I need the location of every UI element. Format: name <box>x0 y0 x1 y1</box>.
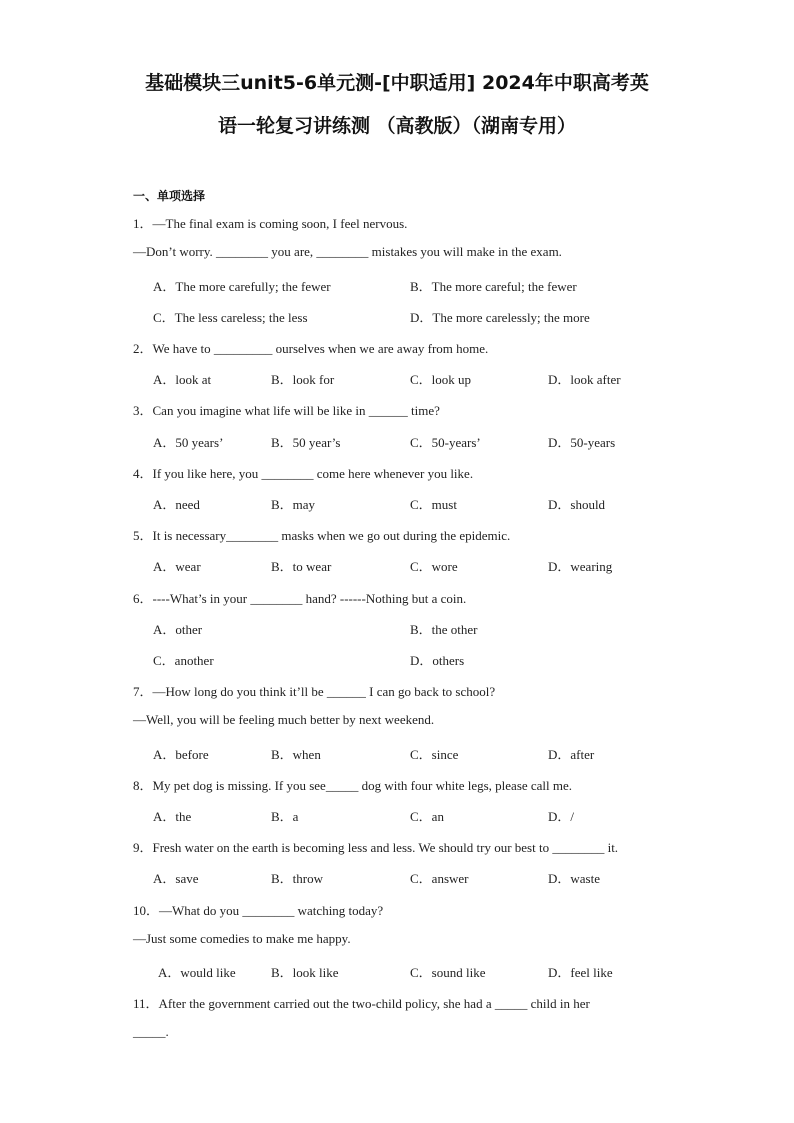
question-2-option-c: C．look up <box>410 372 472 387</box>
question-4-stem: 4．If you like here, you ________ come here whenever you like. <box>133 466 474 481</box>
question-6-option-d: D．others <box>410 653 465 668</box>
question-9-option-a: A．save <box>153 871 199 886</box>
question-8-option-d: D．/ <box>548 809 575 824</box>
question-10-option-c: C．sound like <box>410 965 486 980</box>
question-5-stem: 5．It is necessary________ masks when we go out during the epidemic. <box>133 528 511 543</box>
question-3-option-a: A．50 years’ <box>153 435 224 450</box>
question-11-stem-line-2: _____. <box>133 1024 169 1039</box>
question-2-stem: 2．We have to _________ ourselves when we are away from home. <box>133 341 489 356</box>
section-heading: 一、单项选择 <box>133 189 206 203</box>
question-7-stem: 7．—How long do you think it’ll be ______ I can go back to school? <box>133 684 496 699</box>
question-2-option-d: D．look after <box>548 372 621 387</box>
question-8-option-c: C．an <box>410 809 444 824</box>
question-9-option-c: C．answer <box>410 871 469 886</box>
question-9-stem: 9．Fresh water on the earth is becoming less and less. We should try our best to ________ it. <box>133 840 619 855</box>
question-8-stem: 8．My pet dog is missing. If you see_____ dog with four white legs, please call me. <box>133 778 573 793</box>
question-4-option-a: A．need <box>153 497 200 512</box>
document-title-line-1: 基础模块三unit5-6单元测-[中职适用] 2024年中职高考英 <box>145 72 649 94</box>
question-8-option-a: A．the <box>153 809 192 824</box>
question-5-option-d: D．wearing <box>548 559 613 574</box>
question-1-option-b: B．The more careful; the fewer <box>410 279 577 294</box>
question-2-option-a: A．look at <box>153 372 212 387</box>
question-4-option-d: D．should <box>548 497 606 512</box>
question-10-option-a: A．would like <box>158 965 236 980</box>
question-3-option-d: D．50-years <box>548 435 616 450</box>
question-8-option-b: B．a <box>271 809 299 824</box>
question-6-option-b: B．the other <box>410 622 478 637</box>
question-7-option-a: A．before <box>153 747 209 762</box>
question-9-option-b: B．throw <box>271 871 324 886</box>
question-5-option-c: C．wore <box>410 559 458 574</box>
question-1-stem: 1．—The final exam is coming soon, I feel nervous. <box>133 216 408 231</box>
question-9-option-d: D．waste <box>548 871 600 886</box>
question-11-stem: 11．After the government carried out the two-child policy, she had a _____ child in her <box>133 996 590 1011</box>
question-7-option-d: D．after <box>548 747 595 762</box>
question-3-stem: 3．Can you imagine what life will be like in ______ time? <box>133 403 440 418</box>
question-6-option-c: C．another <box>153 653 214 668</box>
question-3-option-b: B．50 year’s <box>271 435 341 450</box>
question-1-option-c: C．The less careless; the less <box>153 310 308 325</box>
question-4-option-c: C．must <box>410 497 457 512</box>
question-2-option-b: B．look for <box>271 372 335 387</box>
document-title-line-2: 语一轮复习讲练测 （高教版）（湖南专用） <box>217 115 577 137</box>
question-10-stem: 10．—What do you ________ watching today? <box>133 903 384 918</box>
question-1-option-a: A．The more carefully; the fewer <box>153 279 331 294</box>
question-10-stem-line-2: —Just some comedies to make me happy. <box>133 931 351 946</box>
question-5-option-b: B．to wear <box>271 559 332 574</box>
question-1-option-d: D．The more carelessly; the more <box>410 310 590 325</box>
question-3-option-c: C．50-years’ <box>410 435 481 450</box>
question-7-option-b: B．when <box>271 747 321 762</box>
question-6-option-a: A．other <box>153 622 203 637</box>
question-10-option-d: D．feel like <box>548 965 613 980</box>
question-7-stem-line-2: —Well, you will be feeling much better by next weekend. <box>133 712 435 727</box>
question-1-stem-line-2: —Don’t worry. ________ you are, ________ mistakes you will make in the exam. <box>133 244 562 259</box>
question-6-stem: 6．----What’s in your ________ hand? ------Nothing but a coin. <box>133 591 467 606</box>
question-10-option-b: B．look like <box>271 965 339 980</box>
question-7-option-c: C．since <box>410 747 459 762</box>
question-5-option-a: A．wear <box>153 559 201 574</box>
question-4-option-b: B．may <box>271 497 316 512</box>
